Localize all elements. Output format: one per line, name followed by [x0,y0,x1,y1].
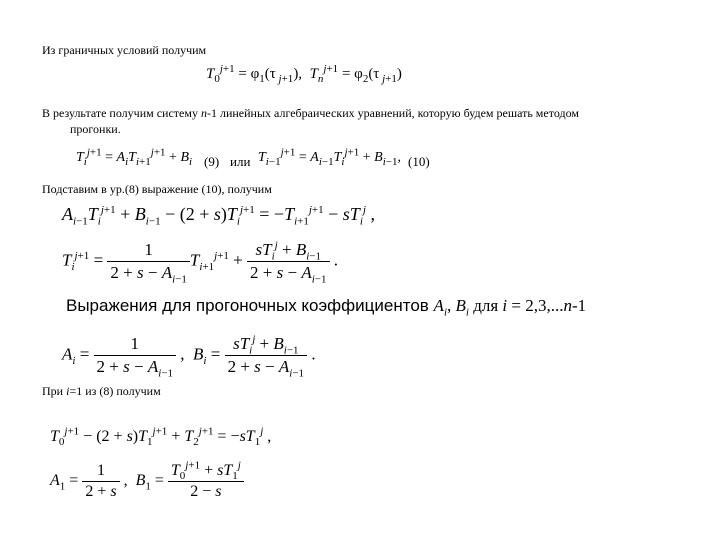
text-system-description [42,106,579,120]
equation-first-node: $T_0^{j+1} - (2 + s)T_1^{j+1} + T_2^{j+1} = -sT_1^j$ , [50,425,272,449]
text-substitute: Подставим в ур.(8) выражение (10), получим [42,182,272,196]
text-part: В результате получим систему [42,106,198,120]
text-part: =1 из (8) получим [69,384,161,398]
equation-boundary: $T_0^{j+1} = \varphi_1(\tau$ $_{j+1}$), $T_n^{j+1} = \varphi_2(\tau$ $_{j+1}$) [206,63,402,85]
label-eq10: (10) [408,154,430,169]
label-eq9: (9) [204,154,220,169]
equation-sweep-formula: $T_i^{j+1}$ = $\frac{1}{2 + s - A_{i-1}}$ $T_{i+1}^{j+1}$ + $\frac{sT_i^j + B_{i-1}}{2 + s - A_{i-1}}$ . [62,239,338,286]
text-part: -1 линейных алгебраических уравнений, которую будем решать методом [206,106,579,120]
text-sweep: прогонки. [70,122,121,136]
equation-a1-b1: $A_1$ = $\frac{1}{2 + s}$ , $B_1$ = $\frac{T_0^{j+1} + sT_1^j}{2 - s}$ [50,462,244,501]
text-i-equals-1 [42,384,161,398]
var-n: n [200,106,207,120]
equation-substituted: $A_{i-1}T_i^{j+1} + B_{i-1} - (2 + s)T_i^{j+1} = -T_{i+1}^{j+1} - sT_i^j$ , [62,204,375,228]
text-part: При [42,384,64,398]
equation-9: $T_i^{j+1} = A_iT_{i+1}^{j+1} + B_i$ [76,146,193,168]
text-boundary-conditions: Из граничных условий получим [42,43,207,57]
heading-coefficients: Выражения для прогоночных коэффициентов $A_i$, $B_i$ для i = 2,3,...n-1 [66,296,587,319]
equation-coefficients: $A_i$ = $\frac{1}{2 + s - A_{i-1}}$ , $B_i$ = $\frac{sT_i^j + B_{i-1}}{2 + s - A_{i-1}}$ . [62,333,316,380]
equation-10: $T_{i-1}^{j+1} = A_{i-1}T_i^{j+1} + B_{i-1}$, [258,146,401,168]
label-or: или [230,154,251,169]
var-i: i [66,384,70,398]
heading-text: Выражения для прогоночных коэффициентов [66,296,429,315]
